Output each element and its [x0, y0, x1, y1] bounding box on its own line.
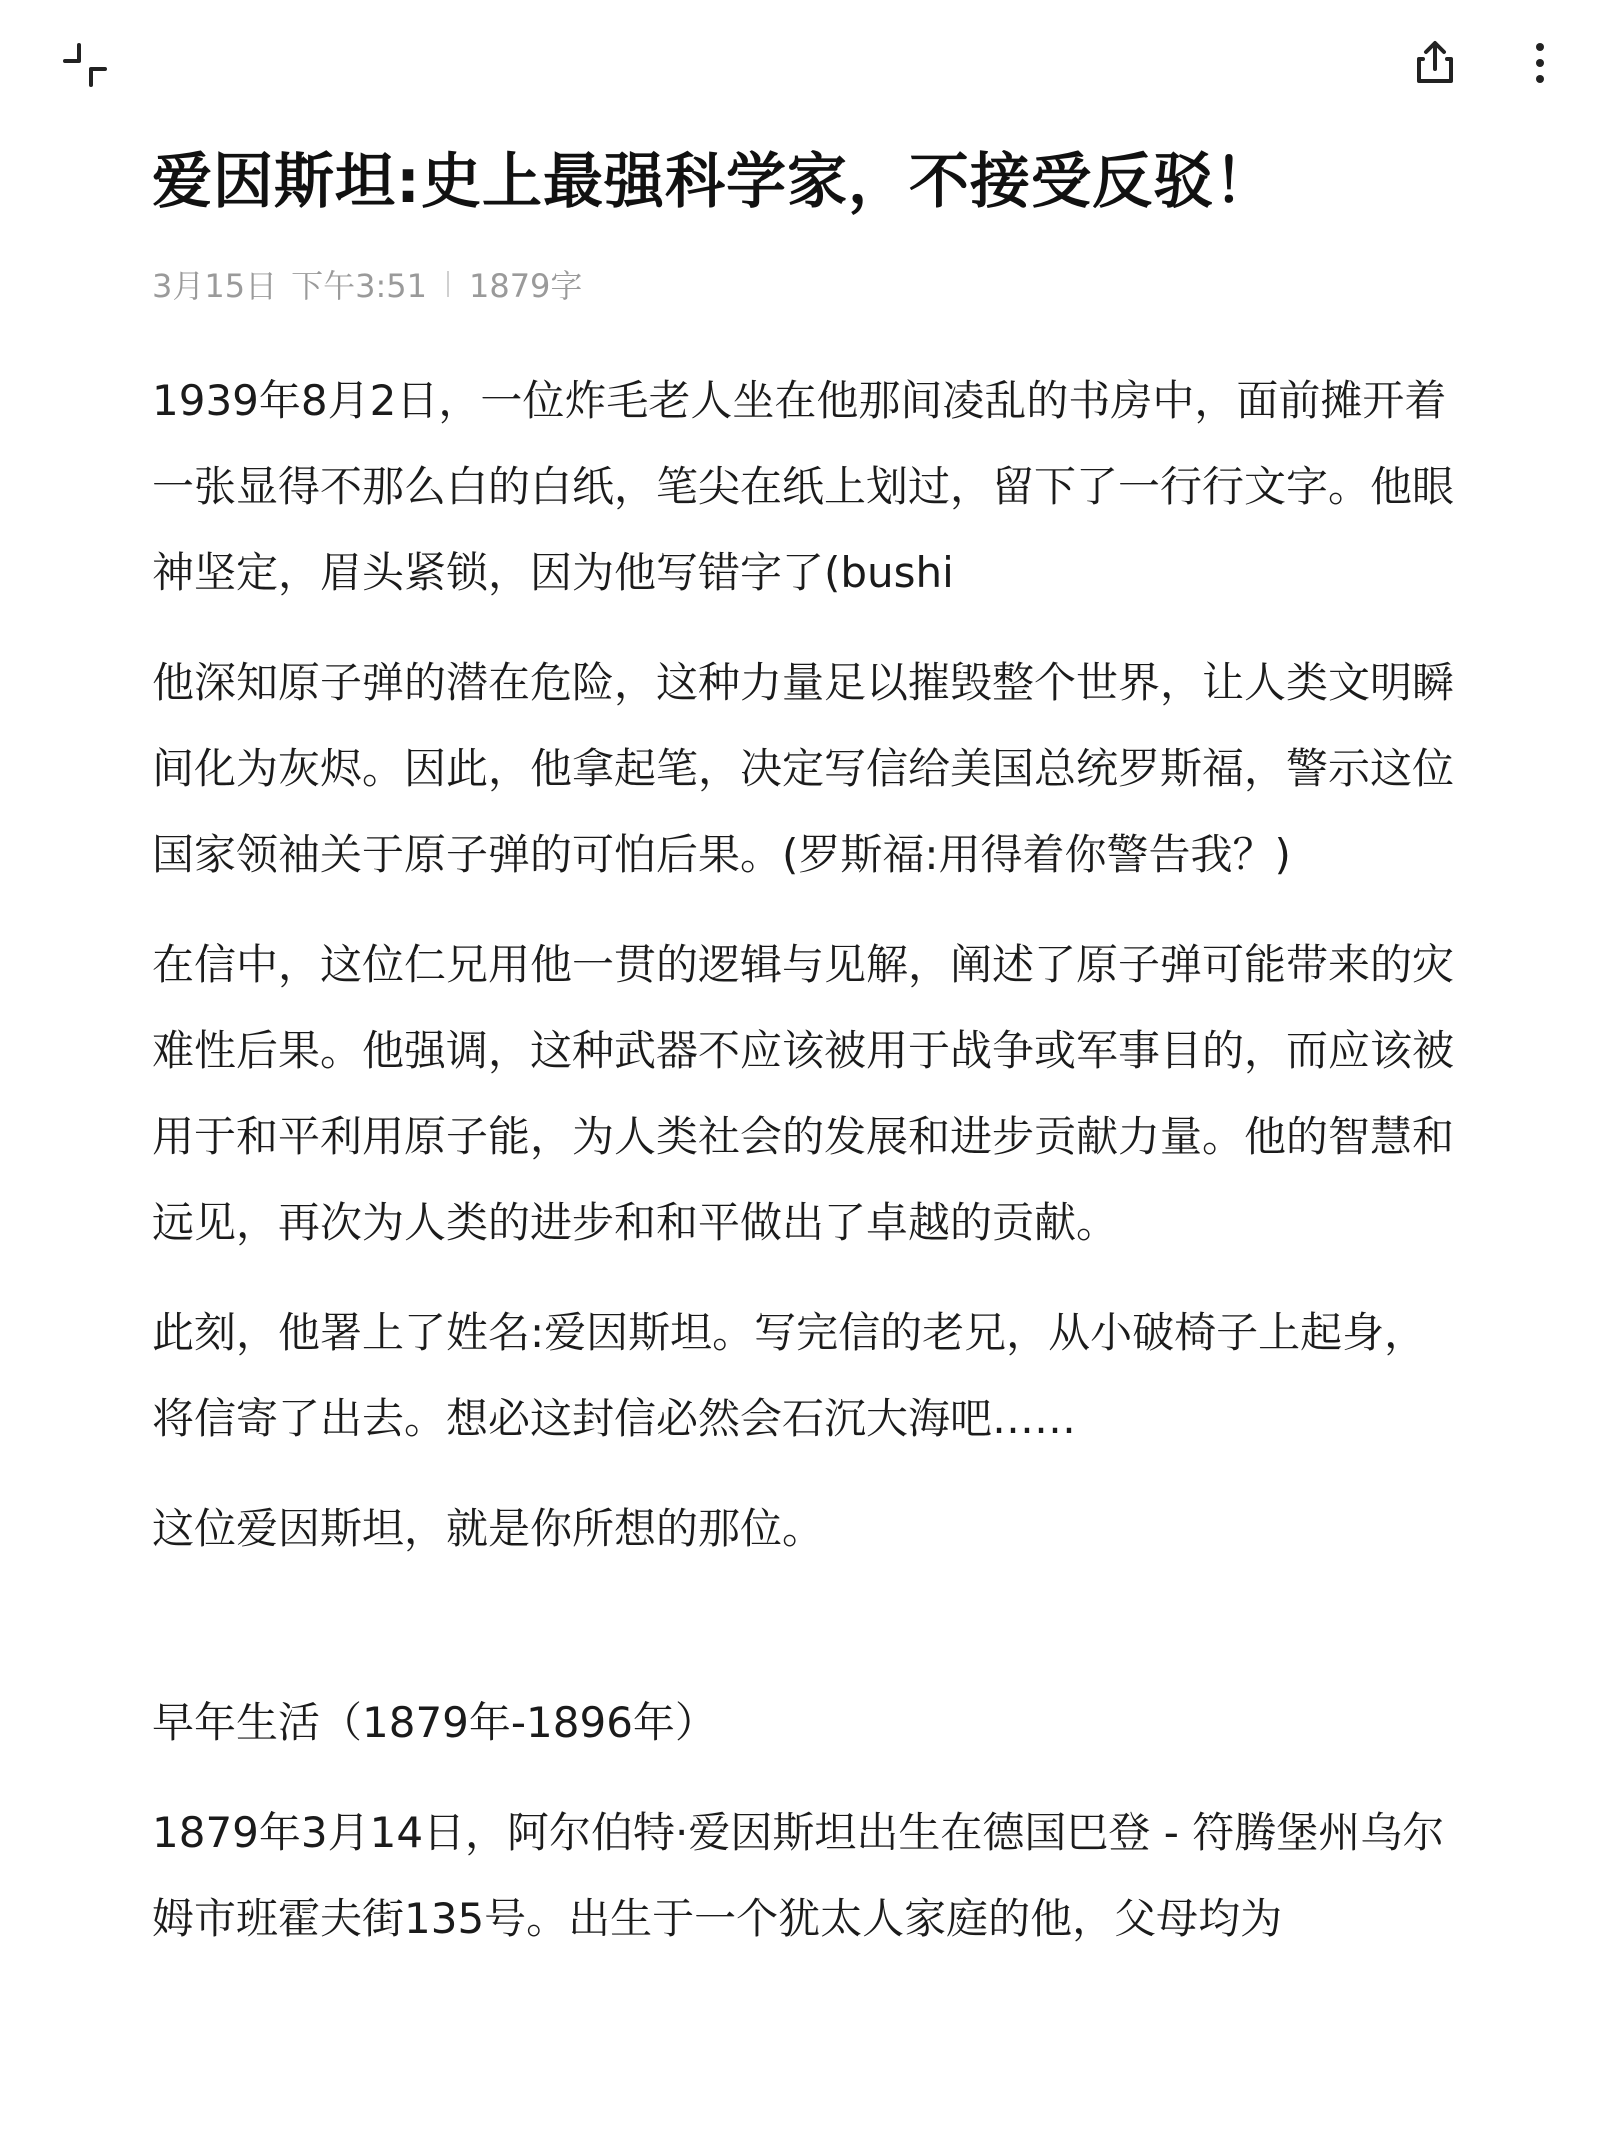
- paragraph[interactable]: 1879年3月14日，阿尔伯特·爱因斯坦出生在德国巴登 - 符腾堡州乌尔姆市班霍夫街135号。出生于一个犹太人家庭的他，父母均为: [152, 1808, 1445, 1943]
- paragraph[interactable]: 他深知原子弹的潜在危险，这种力量足以摧毁整个世界，让人类文明瞬间化为灰烬。因此，他拿起笔，决定写信给美国总统罗斯福，警示这位国家领袖关于原子弹的可怕后果。(罗斯福:用得着你警告我？): [152, 658, 1455, 879]
- paragraph[interactable]: 1939年8月2日，一位炸毛老人坐在他那间凌乱的书房中，面前摊开着一张显得不那么白的白纸，笔尖在纸上划过，留下了一行行文字。他眼神坚定，眉头紧锁，因为他写错字了(bushi: [152, 376, 1455, 597]
- section-heading[interactable]: 早年生活（1879年-1896年）: [152, 1698, 717, 1747]
- share-button[interactable]: [1400, 28, 1470, 98]
- note-title[interactable]: 爱因斯坦:史上最强科学家，不接受反驳！: [152, 147, 1275, 217]
- note-content: [152, 140, 1462, 1986]
- more-button[interactable]: [1510, 28, 1570, 98]
- note-date: 3月15日: [152, 267, 278, 305]
- meta-divider: [447, 271, 449, 297]
- note-time: 下午3:51: [291, 267, 427, 305]
- note-meta: [152, 262, 1462, 306]
- note-body[interactable]: [152, 358, 1462, 1962]
- top-toolbar: [0, 0, 1600, 130]
- more-vertical-icon: [1530, 39, 1550, 87]
- note-word-count: 1879字: [468, 267, 583, 305]
- paragraph[interactable]: 在信中，这位仁兄用他一贯的逻辑与见解，阐述了原子弹可能带来的灾难性后果。他强调，这种武器不应该被用于战争或军事目的，而应该被用于和平利用原子能，为人类社会的发展和进步贡献力量。他的智慧和远见，再次为人类的进步和和平做出了卓越的贡献。: [152, 940, 1455, 1247]
- collapse-corners-icon: [59, 39, 111, 91]
- paragraph[interactable]: 这位爱因斯坦，就是你所想的那位。: [152, 1504, 825, 1553]
- share-icon: [1413, 39, 1457, 87]
- collapse-button[interactable]: [50, 30, 120, 100]
- paragraph[interactable]: 此刻，他署上了姓名:爱因斯坦。写完信的老兄，从小破椅子上起身，将信寄了出去。想必这封信必然会石沉大海吧……: [152, 1308, 1427, 1443]
